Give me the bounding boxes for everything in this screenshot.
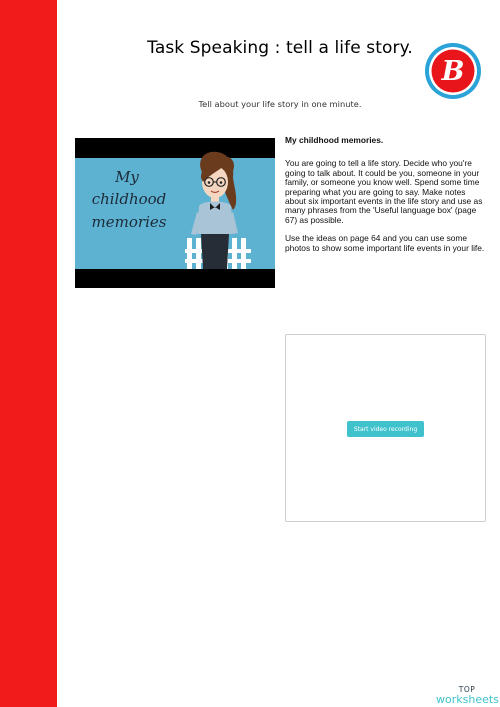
- instructions-paragraph-2: Use the ideas on page 64 and you can use some photos to show some important life events in your life.: [285, 233, 485, 253]
- video-title-line2: childhood: [91, 190, 167, 208]
- video-title-line3: memories: [91, 213, 167, 231]
- badge-b-icon: [424, 42, 482, 100]
- instructions-heading: My childhood memories.: [285, 135, 384, 145]
- video-title-line1: My: [115, 168, 139, 186]
- logo-top-text: TOP: [458, 685, 476, 694]
- brand-badge: [424, 42, 482, 100]
- video-recorder-box: [285, 334, 486, 522]
- instructions-paragraph-1: You are going to tell a life story. Decide who you're going to talk about. It could be you, someone in your family, or someone you know well. Spend some time preparing what you are going to say. Make notes about six important events in the life story and use as many phrases from the 'Useful language box' (page 67) as possible.: [285, 158, 483, 225]
- page-subtitle: Tell about your life story in one minute.: [198, 99, 362, 109]
- start-video-recording-button[interactable]: Start video recording: [347, 421, 424, 437]
- left-red-bar: [0, 0, 57, 707]
- logo-bottom-text: worksheets: [436, 692, 499, 706]
- video-player[interactable]: [75, 138, 275, 288]
- topworksheets-logo[interactable]: [436, 686, 498, 705]
- page-title: Task Speaking : tell a life story.: [147, 38, 413, 58]
- instructions-panel: [285, 136, 487, 262]
- video-thumbnail: [75, 138, 275, 288]
- badge-letter: B: [441, 56, 465, 87]
